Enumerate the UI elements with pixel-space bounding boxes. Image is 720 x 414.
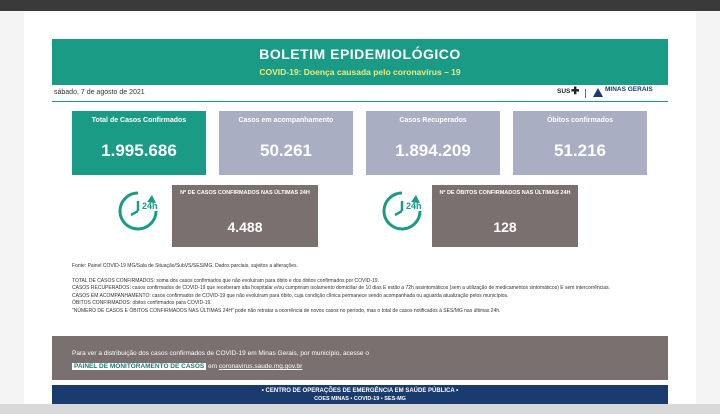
minas-gerais-logo-text: MINAS GERAIS bbox=[605, 86, 653, 93]
bulletin-footer bbox=[52, 385, 668, 404]
deaths-last-24h bbox=[432, 185, 578, 247]
note-total: TOTAL DE CASOS CONFIRMADOS: soma dos casos confirmados que não evoluíram para óbito e dos óbitos confirmados por COVID-19. bbox=[72, 277, 379, 284]
page-margin-left bbox=[0, 11, 24, 404]
card-monitoring bbox=[219, 111, 353, 175]
clock-24h-icon bbox=[116, 189, 160, 233]
cases-last-24h-value: 4.488 bbox=[227, 219, 263, 235]
cases-last-24h-label: Nº DE CASOS CONFIRMADOS NAS ÚLTIMAS 24H bbox=[180, 190, 310, 196]
window-bottom-bar bbox=[0, 404, 720, 414]
clock-24h-icon bbox=[380, 189, 424, 233]
note-last24: "NÚMERO DE CASOS E ÓBITOS CONFIRMADOS NAS ÚLTIMAS 24H" pode não retratar a ocorrência de novos casos no período, mas o total de casos notificados à SES/MG nas últimas 24h. bbox=[72, 307, 501, 314]
clock-24h-text: 24h bbox=[406, 201, 422, 211]
card-value: 51.216 bbox=[554, 141, 606, 160]
note-source: Fonte: Painel COVID-19 MG/Sala de Situação/SubVS/SES/MG. Dados parciais, sujeitos a alterações. bbox=[72, 263, 298, 269]
card-label: Casos em acompanhamento bbox=[238, 117, 334, 124]
card-value: 1.995.686 bbox=[101, 141, 177, 160]
card-label: Óbitos confirmados bbox=[546, 117, 614, 124]
note-recovered: CASOS RECUPERADOS: casos confirmados de COVID-19 que receberam alta hospitalar e/ou cumpriram isolamento domiciliar de 10 dias E estão a 72h assintomáticos (sem a utilização de medicamentos sintomáticos) E sem intercorrências. bbox=[72, 285, 611, 291]
monitoring-panel-link[interactable]: coronavirus.saude.mg.gov.br bbox=[218, 363, 303, 370]
note-deaths: ÓBITOS CONFIRMADOS: óbitos confirmados para COVID-19. bbox=[72, 300, 212, 306]
notice-link-line bbox=[72, 363, 302, 370]
minas-gerais-logo bbox=[593, 87, 657, 99]
footer-line1: • CENTRO DE OPERAÇÕES DE EMERGÊNCIA EM SAÚDE PÚBLICA • bbox=[261, 388, 459, 394]
bulletin-date: sábado, 7 de agosto de 2021 bbox=[54, 89, 145, 96]
sus-logo: SUS bbox=[557, 88, 571, 95]
notice-text: Para ver a distribuição dos casos confirmados de COVID-19 em Minas Gerais, por município, acesse o bbox=[72, 350, 369, 357]
card-label: Casos Recuperados bbox=[399, 117, 467, 124]
deaths-last-24h-label: Nº DE ÓBITOS CONFIRMADOS NAS ÚLTIMAS 24H bbox=[439, 190, 571, 196]
sus-cross-icon: ✚ bbox=[571, 86, 580, 97]
note-monitoring: CASOS EM ACOMPANHAMENTO: casos confirmados de COVID-19 que não evoluíram para óbito, cuja condição clínica permanece sendo acompanhada ou aguarda atualização pelos municípios. bbox=[72, 292, 509, 299]
bulletin-header bbox=[52, 39, 668, 85]
date-bar bbox=[52, 85, 668, 102]
clock-24h-text: 24h bbox=[142, 201, 158, 211]
footer-line2: COES MINAS • COVID-19 • SES-MG bbox=[314, 396, 406, 402]
card-total-confirmed bbox=[72, 111, 206, 175]
card-recovered bbox=[366, 111, 500, 175]
window-top-bar bbox=[0, 0, 720, 11]
footnotes bbox=[72, 263, 652, 315]
page-margin-right bbox=[696, 11, 720, 404]
card-value: 1.894.209 bbox=[395, 141, 471, 160]
cases-last-24h bbox=[172, 185, 318, 247]
bulletin-subtitle: COVID-19: Doença causada pelo coronavírus – 19 bbox=[259, 67, 461, 77]
minas-gerais-logo-icon bbox=[593, 88, 603, 97]
notice-em: em bbox=[206, 363, 219, 370]
deaths-last-24h-value: 128 bbox=[493, 219, 517, 235]
bulletin-title: BOLETIM EPIDEMIOLÓGICO bbox=[259, 46, 461, 62]
monitoring-panel-notice bbox=[52, 336, 668, 380]
bulletin-document bbox=[52, 39, 668, 404]
card-value: 50.261 bbox=[260, 141, 312, 160]
monitoring-panel-label: PAINEL DE MONITORAMENTO DE CASOS bbox=[74, 363, 205, 370]
card-deaths bbox=[513, 111, 647, 175]
card-label: Total de Casos Confirmados bbox=[91, 117, 187, 124]
logo-separator bbox=[585, 89, 586, 98]
